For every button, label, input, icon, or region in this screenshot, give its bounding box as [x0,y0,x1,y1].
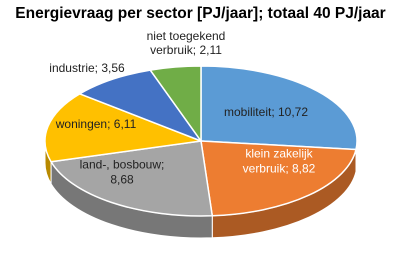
chart-title: Energievraag per sector [PJ/jaar]; totaal 40 PJ/jaar [15,5,386,22]
data-label-mobiliteit: mobiliteit; 10,72 [223,105,309,119]
data-label-industrie: industrie; 3,56 [49,61,125,75]
data-label-niet-toegekend-verbruik: niet toegekend verbruik; 2,11 [146,29,226,57]
data-label-land-bosbouw: land-, bosbouw; 8,68 [79,157,165,187]
pie-top-group [45,66,357,216]
data-label-klein-zakelijk-verbruik: klein zakelijk verbruik; 8,82 [242,146,316,176]
data-label-woningen: woningen; 6,11 [55,117,137,131]
